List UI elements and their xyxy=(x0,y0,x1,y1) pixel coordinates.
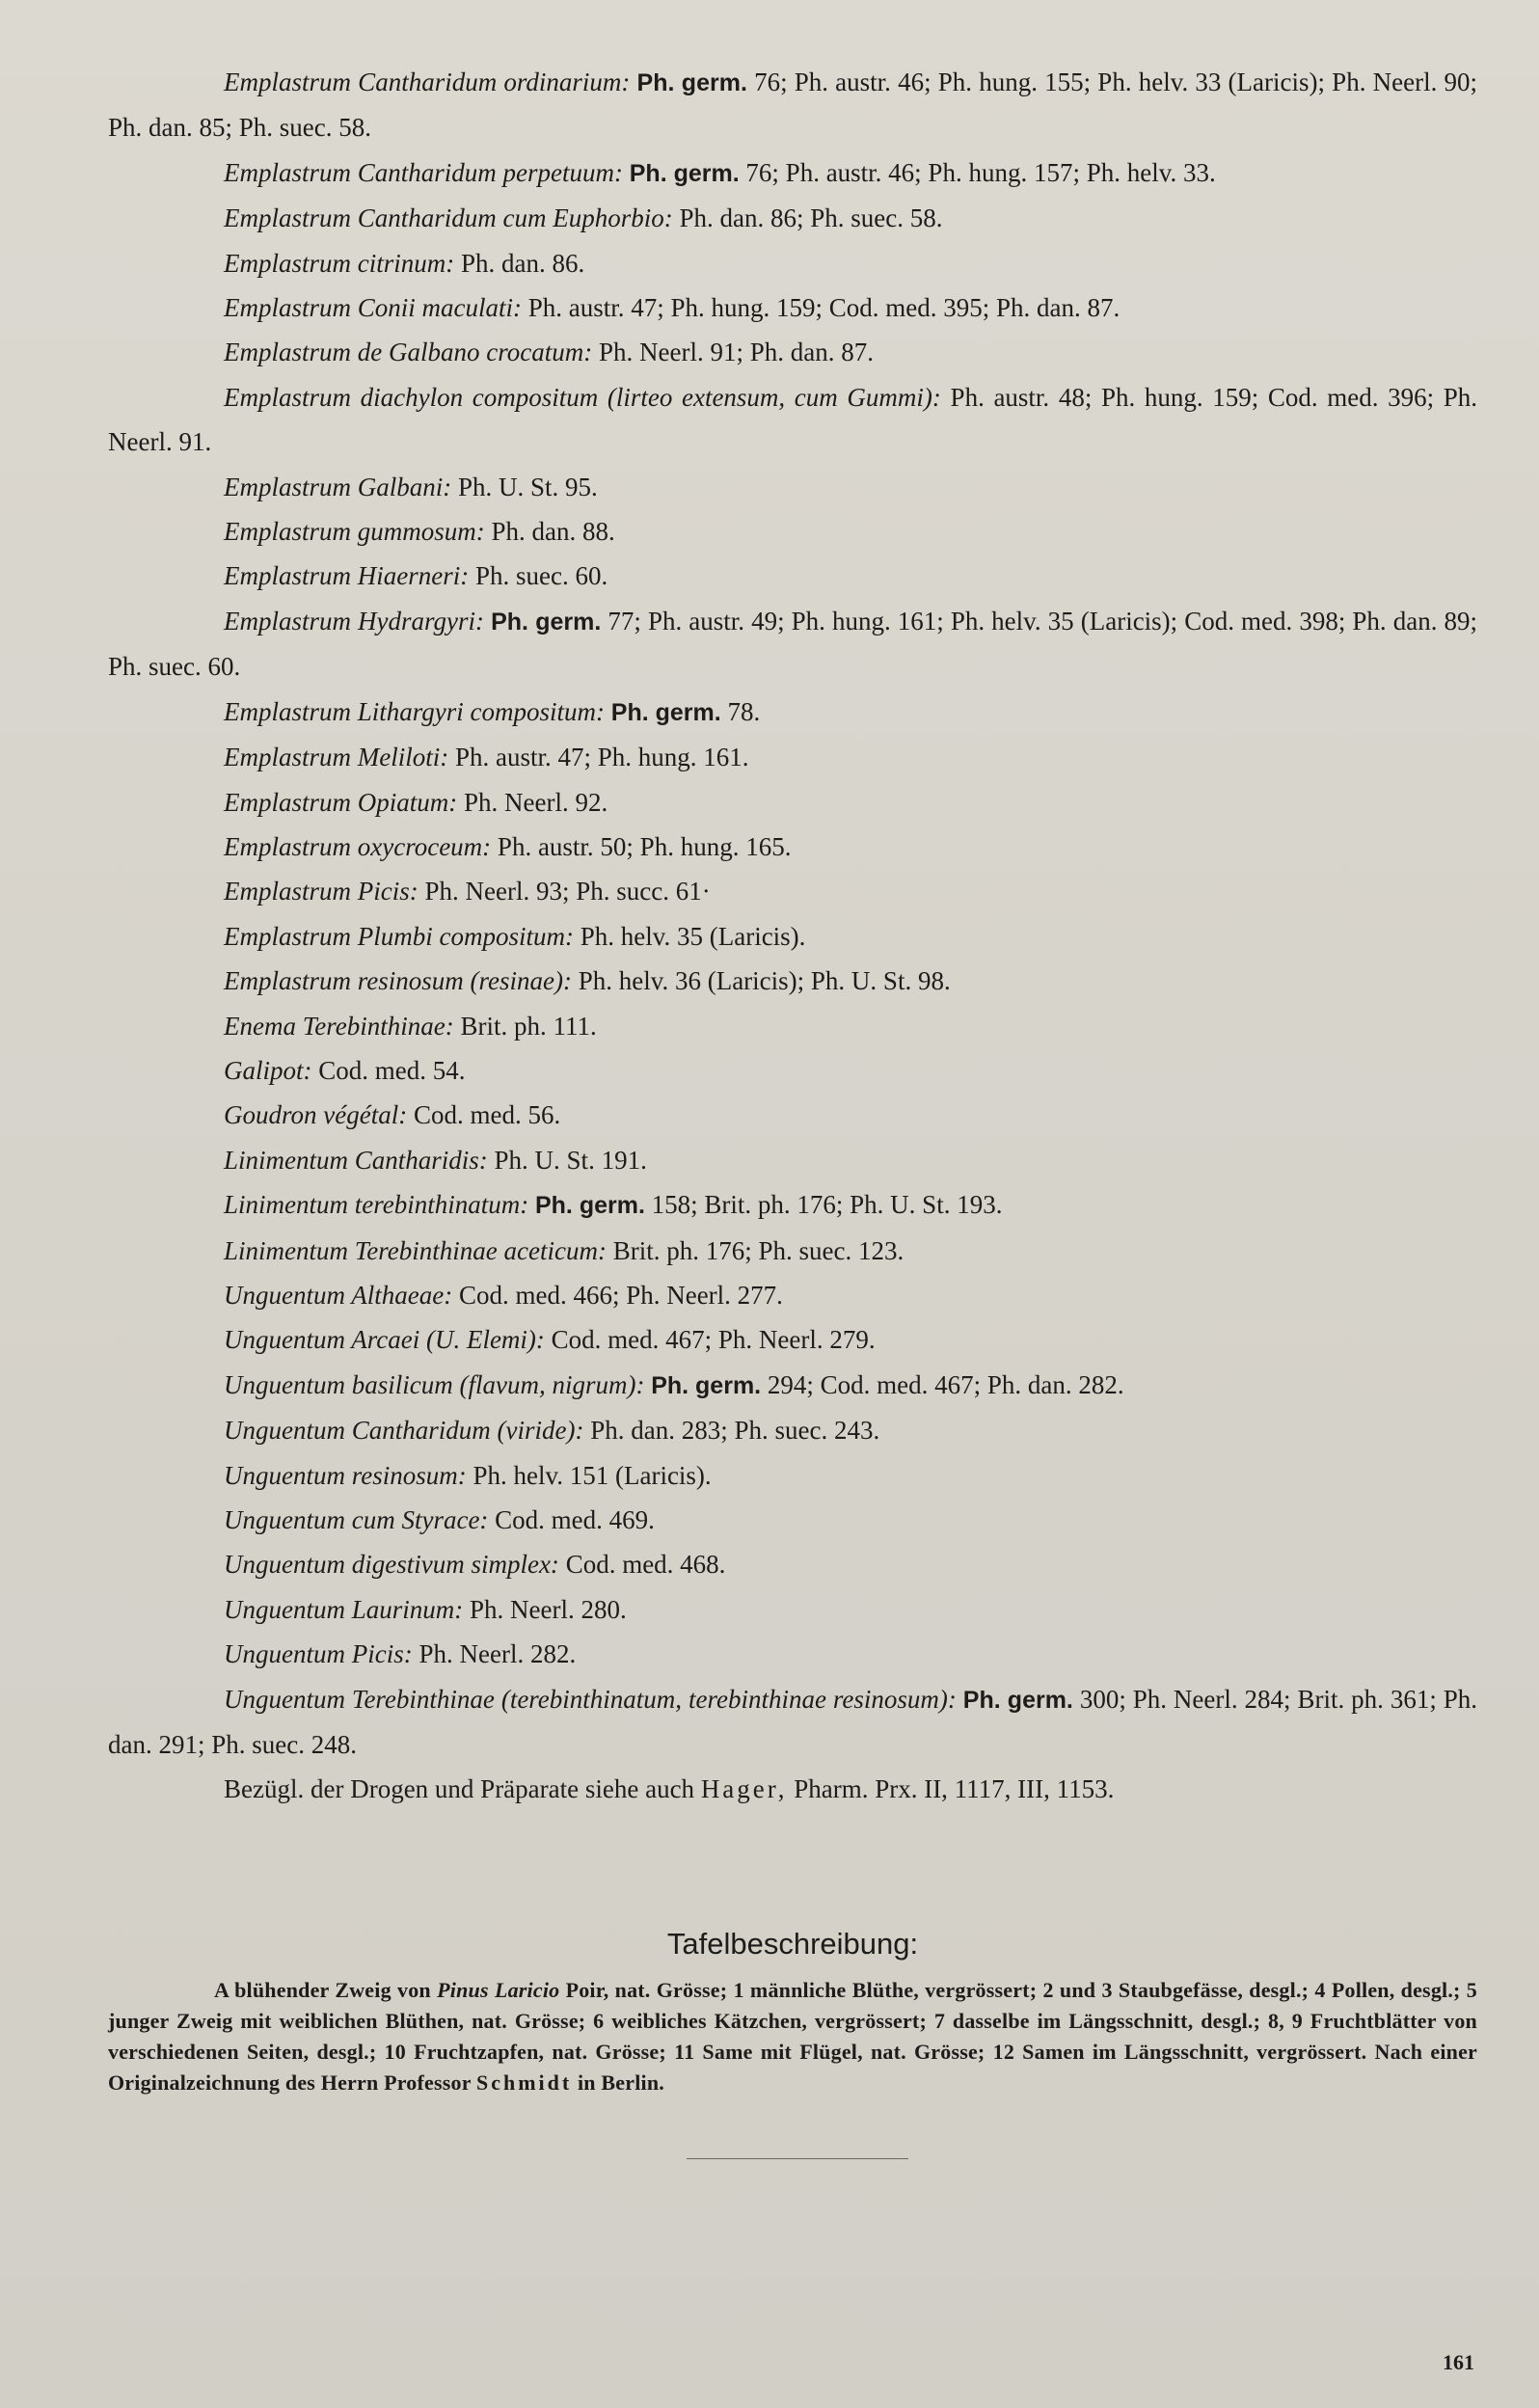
entry-references: Ph. austr. 50; Ph. hung. 165. xyxy=(497,831,792,861)
page-number: 161 xyxy=(1443,2350,1474,2374)
entry-name: Emplastrum Plumbi compositum: xyxy=(224,921,574,951)
pharmacopoeia-entry xyxy=(108,1138,1477,1182)
entry-references: Ph. dan. 88. xyxy=(491,517,615,547)
entry-references: Ph. Neerl. 93; Ph. succ. 61· xyxy=(424,877,711,906)
entry-name: Linimentum Terebinthinae aceticum: xyxy=(224,1235,607,1265)
entry-name: Emplastrum Cantharidum cum Euphorbio: xyxy=(224,203,673,233)
pharmacopoeia-entry xyxy=(108,1453,1477,1498)
entry-name: Linimentum terebinthinatum: xyxy=(224,1190,529,1220)
pharmacopoeia-entry xyxy=(108,465,1477,509)
pharmacopoeia-entry xyxy=(108,735,1477,779)
entry-name: Emplastrum Picis: xyxy=(224,877,418,906)
entry-references: Brit. ph. 111. xyxy=(460,1011,597,1041)
pharmacopoeia-entry xyxy=(108,60,1477,150)
entry-name: Emplastrum citrinum: xyxy=(224,248,455,278)
entry-name: Linimentum Cantharidis: xyxy=(224,1145,488,1175)
entry-ph-germ: Ph. germ. xyxy=(610,698,721,726)
entry-references: Ph. Neerl. 282. xyxy=(418,1639,577,1669)
plate-description-title: Tafelbeschreibung: xyxy=(666,1927,919,1961)
entry-references: Cod. med. 56. xyxy=(413,1100,561,1130)
plate-description xyxy=(108,1927,1477,2098)
pharmacopoeia-entry xyxy=(108,869,1477,913)
entry-name: Unguentum basilicum (flavum, nigrum): xyxy=(224,1369,645,1399)
entry-ph-germ: Ph. germ. xyxy=(534,1192,645,1220)
entry-name: Emplastrum Cantharidum ordinarium: xyxy=(224,68,631,96)
plate-professor-name: Schmidt xyxy=(476,2070,573,2095)
pharmacopoeia-entry xyxy=(108,554,1477,598)
note-text-after: Pharm. Prx. II, 1117, III, 1153. xyxy=(794,1774,1115,1804)
entry-references: Cod. med. 468. xyxy=(565,1550,726,1580)
entry-references: 76; Ph. austr. 46; Ph. hung. 157; Ph. helv. 33. xyxy=(745,157,1216,187)
pharmacopoeia-entry xyxy=(108,1317,1477,1362)
plate-text-part3: in Berlin. xyxy=(577,2070,664,2095)
entry-name: Galipot: xyxy=(224,1055,312,1085)
entry-name: Emplastrum de Galbano crocatum: xyxy=(224,338,593,367)
pharmacopoeia-entry xyxy=(108,959,1477,1003)
plate-text-part1: A blühender Zweig von xyxy=(214,1978,431,2002)
pharmacopoeia-entry xyxy=(108,1632,1477,1676)
entry-name: Emplastrum Lithargyri compositum: xyxy=(224,696,606,726)
entry-name: Emplastrum Meliloti: xyxy=(224,743,449,772)
entry-name: Goudron végétal: xyxy=(224,1100,408,1130)
entry-ph-germ: Ph. germ. xyxy=(962,1686,1073,1714)
reference-note xyxy=(108,1767,1477,1811)
entry-references: 76; Ph. austr. 46; Ph. hung. 155; Ph. helv. 33 (Laricis); Ph. Neerl. 90; Ph. dan. 85; Ph. suec. 58. xyxy=(108,68,1477,143)
entry-name: Emplastrum Cantharidum perpetuum: xyxy=(224,157,623,187)
pharmacopoeia-entry xyxy=(108,825,1477,869)
pharmacopoeia-entry xyxy=(108,690,1477,735)
entry-references: 77; Ph. austr. 49; Ph. hung. 161; Ph. helv. 35 (Laricis); Cod. med. 398; Ph. dan. 89; Ph. suec. 60. xyxy=(108,606,1478,682)
plate-description-text xyxy=(108,1975,1477,2098)
entry-references: Ph. helv. 35 (Laricis). xyxy=(580,921,806,951)
entry-references: Ph. austr. 47; Ph. hung. 161. xyxy=(454,743,749,772)
entry-name: Emplastrum diachylon compositum (lirteo extensum, cum Gummi): xyxy=(224,382,941,412)
entry-name: Emplastrum Hiaerneri: xyxy=(224,561,470,591)
entry-name: Unguentum cum Styrace: xyxy=(224,1505,489,1534)
entry-references: Ph. Neerl. 91; Ph. dan. 87. xyxy=(598,338,874,367)
entry-name: Unguentum Terebinthinae (terebinthinatum, terebinthinae resinosum): xyxy=(224,1684,957,1714)
entry-list xyxy=(108,60,1477,1812)
pharmacopoeia-entry xyxy=(108,1093,1477,1137)
pharmacopoeia-entry xyxy=(108,285,1477,330)
note-text-before: Bezügl. der Drogen und Präparate siehe auch xyxy=(224,1774,695,1804)
pharmacopoeia-entry xyxy=(108,196,1477,240)
entry-name: Emplastrum oxycroceum: xyxy=(224,831,492,861)
entry-name: Unguentum Althaeae: xyxy=(224,1280,453,1310)
entry-references: Brit. ph. 176; Ph. suec. 123. xyxy=(612,1235,904,1265)
entry-references: Cod. med. 467; Ph. Neerl. 279. xyxy=(551,1325,876,1355)
pharmacopoeia-entry xyxy=(108,1229,1477,1273)
pharmacopoeia-entry xyxy=(108,1004,1477,1048)
entry-name: Emplastrum resinosum (resinae): xyxy=(224,966,572,996)
pharmacopoeia-entry xyxy=(108,1408,1477,1452)
entry-ph-germ: Ph. germ. xyxy=(651,1371,762,1399)
entry-name: Unguentum digestivum simplex: xyxy=(224,1550,559,1580)
entry-name: Unguentum Picis: xyxy=(224,1639,413,1669)
entry-name: Enema Terebinthinae: xyxy=(224,1011,454,1041)
entry-references: 294; Cod. med. 467; Ph. dan. 282. xyxy=(767,1369,1124,1399)
plate-text-part2: Poir, nat. Grösse; 1 männliche Blüthe, vergrössert; 2 und 3 Staubgefässe, desgl.; 4 Pollen, desgl.; 5 junger Zweig mit weiblichen Blüthen, nat. Grösse; 6 weibliches Kätzchen, vergrössert; 7 dasselbe im Längsschnitt, desgl.; 8, 9 Fruchtblätter von verschiedenen Seiten, desgl.; 10 Fruchtzapfen, nat. Grösse; 11 Same mit Flügel, nat. Grösse; 12 Samen im Längsschnitt, vergrössert. Nach einer Originalzeichnung des Herrn Professor xyxy=(108,1978,1478,2095)
pharmacopoeia-entry xyxy=(108,1542,1477,1586)
plate-species-name: Pinus Laricio xyxy=(437,1978,560,2002)
entry-references: Ph. suec. 60. xyxy=(474,561,608,591)
entry-references: Ph. austr. 47; Ph. hung. 159; Cod. med. 395; Ph. dan. 87. xyxy=(527,293,1120,323)
pharmacopoeia-entry xyxy=(108,1273,1477,1317)
entry-references: 78. xyxy=(727,696,761,726)
entry-references: 300; Ph. Neerl. 284; Brit. ph. 361; Ph. dan. 291; Ph. suec. 248. xyxy=(108,1684,1478,1760)
entry-name: Emplastrum Conii maculati: xyxy=(224,293,522,323)
entry-references: Ph. austr. 48; Ph. hung. 159; Cod. med. 396; Ph. Neerl. 91. xyxy=(108,382,1477,457)
entry-references: Ph. Neerl. 92. xyxy=(464,787,608,817)
pharmacopoeia-entry xyxy=(108,1182,1477,1228)
entry-name: Emplastrum Hydrargyri: xyxy=(224,606,485,636)
entry-references: Cod. med. 469. xyxy=(495,1505,655,1534)
entry-references: Ph. dan. 86. xyxy=(461,248,585,278)
pharmacopoeia-entry xyxy=(108,150,1477,196)
entry-name: Unguentum Laurinum: xyxy=(224,1594,464,1624)
pharmacopoeia-entry xyxy=(108,1363,1477,1408)
pharmacopoeia-entry xyxy=(108,780,1477,825)
pharmacopoeia-entry xyxy=(108,375,1477,465)
entry-references: Ph. helv. 36 (Laricis); Ph. U. St. 98. xyxy=(578,966,951,996)
pharmacopoeia-entry xyxy=(108,1677,1477,1768)
entry-name: Unguentum Arcaei (U. Elemi): xyxy=(224,1325,545,1355)
entry-ph-germ: Ph. germ. xyxy=(629,159,740,187)
entry-references: Ph. U. St. 191. xyxy=(494,1145,647,1175)
entry-references: Ph. Neerl. 280. xyxy=(470,1594,627,1624)
pharmacopoeia-entry xyxy=(108,914,1477,959)
entry-references: Ph. dan. 283; Ph. suec. 243. xyxy=(590,1416,880,1446)
entry-references: Ph. dan. 86; Ph. suec. 58. xyxy=(679,203,943,233)
entry-ph-germ: Ph. germ. xyxy=(491,608,602,636)
divider-line xyxy=(687,2158,908,2159)
pharmacopoeia-entry xyxy=(108,1048,1477,1093)
entry-ph-germ: Ph. germ. xyxy=(636,69,747,96)
pharmacopoeia-entry xyxy=(108,509,1477,554)
pharmacopoeia-entry xyxy=(108,241,1477,285)
entry-references: Cod. med. 54. xyxy=(318,1055,466,1085)
note-author: Hager, xyxy=(700,1774,788,1804)
pharmacopoeia-entry xyxy=(108,1498,1477,1542)
entry-name: Emplastrum gummosum: xyxy=(224,517,485,547)
entry-name: Emplastrum Galbani: xyxy=(224,472,452,501)
pharmacopoeia-entry xyxy=(108,330,1477,374)
entry-references: Ph. U. St. 95. xyxy=(458,472,598,501)
entry-references: Cod. med. 466; Ph. Neerl. 277. xyxy=(458,1280,783,1310)
entry-name: Emplastrum Opiatum: xyxy=(224,787,458,817)
pharmacopoeia-entry xyxy=(108,1587,1477,1632)
entry-name: Unguentum Cantharidum (viride): xyxy=(224,1416,584,1446)
entry-references: Ph. helv. 151 (Laricis). xyxy=(472,1460,712,1490)
entry-name: Unguentum resinosum: xyxy=(224,1460,467,1490)
entry-references: 158; Brit. ph. 176; Ph. U. St. 193. xyxy=(651,1190,1003,1220)
pharmacopoeia-entry xyxy=(108,599,1477,690)
